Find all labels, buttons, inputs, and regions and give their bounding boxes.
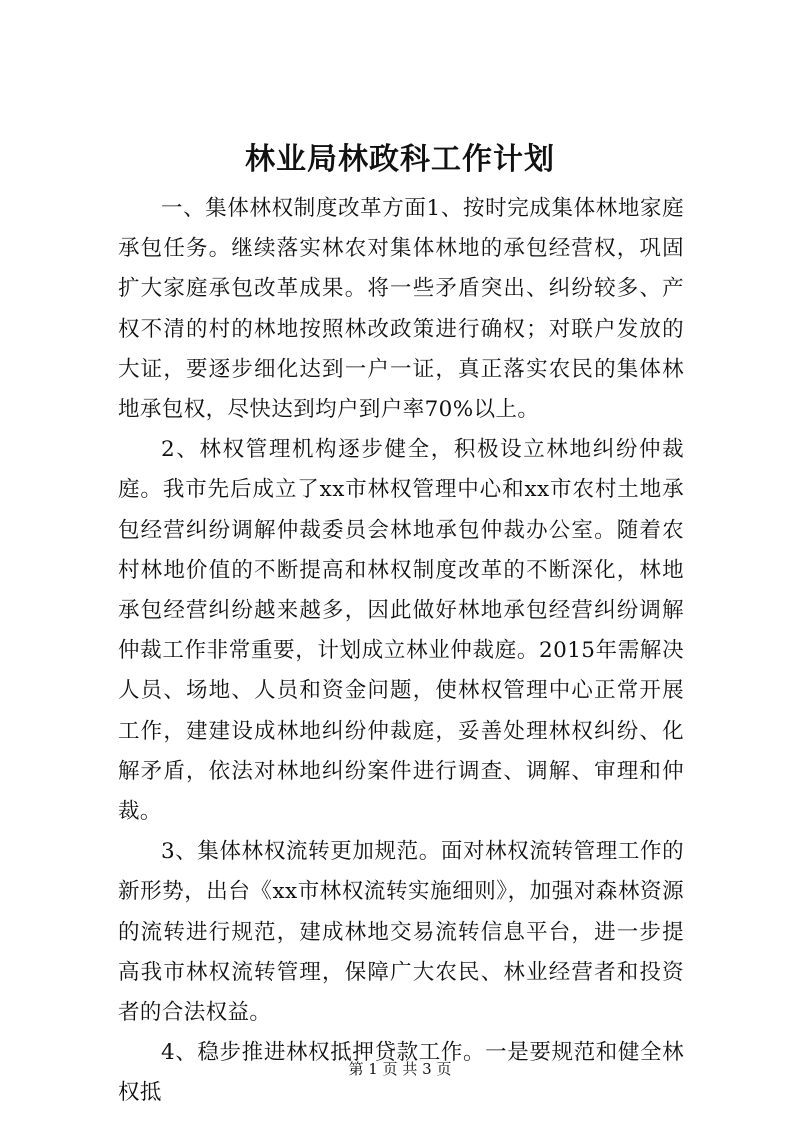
document-body <box>118 189 684 1114</box>
paragraph-collective-forest-reform: 一、集体林权制度改革方面1、按时完成集体林地家庭承包任务。继续落实林农对集体林地的承包经营权，巩固扩大家庭承包改革成果。将一些矛盾突出、纠纷较多、产权不清的村的林地按照林改政策进行确权；对联户发放的大证，要逐步细化达到一户一证，真正落实农民的集体林地承包权，尽快达到均户到户率70%以上。 <box>118 196 684 423</box>
page-footer: 第 1 页 共 3 页 <box>348 1060 452 1078</box>
paragraph-forest-transfer: 3、集体林权流转更加规范。面对林权流转管理工作的新形势，出台《xx市林权流转实施细则》，加强对森林资源的流转进行规范，建成林地交易流转信息平台，进一步提高我市林权流转管理，保障广大农民、林业经营者和投资者的合法权益。 <box>118 839 684 1026</box>
paragraph-forest-mortgage-loan: 4、稳步推进林权抵押贷款工作。一是要规范和健全林权抵 <box>118 1040 684 1106</box>
paragraph-forest-management-agency: 2、林权管理机构逐步健全，积极设立林地纠纷仲裁庭。我市先后成立了xx市林权管理中心和xx市农村土地承包经营纠纷调解仲裁委员会林地承包仲裁办公室。随着农村林地价值的不断提高和林权制度改革的不断深化，林地承包经营纠纷越来越多，因此做好林地承包经营纠纷调解仲裁工作非常重要，计划成立林业仲裁庭。2015年需解决人员、场地、人员和资金问题，使林权管理中心正常开展工作，建建设成林地纠纷仲裁庭，妥善处理林权纠纷、化解矛盾，依法对林地纠纷案件进行调查、调解、审理和仲裁。 <box>118 437 684 825</box>
document-title: 林业局林政科工作计划 <box>245 142 555 177</box>
